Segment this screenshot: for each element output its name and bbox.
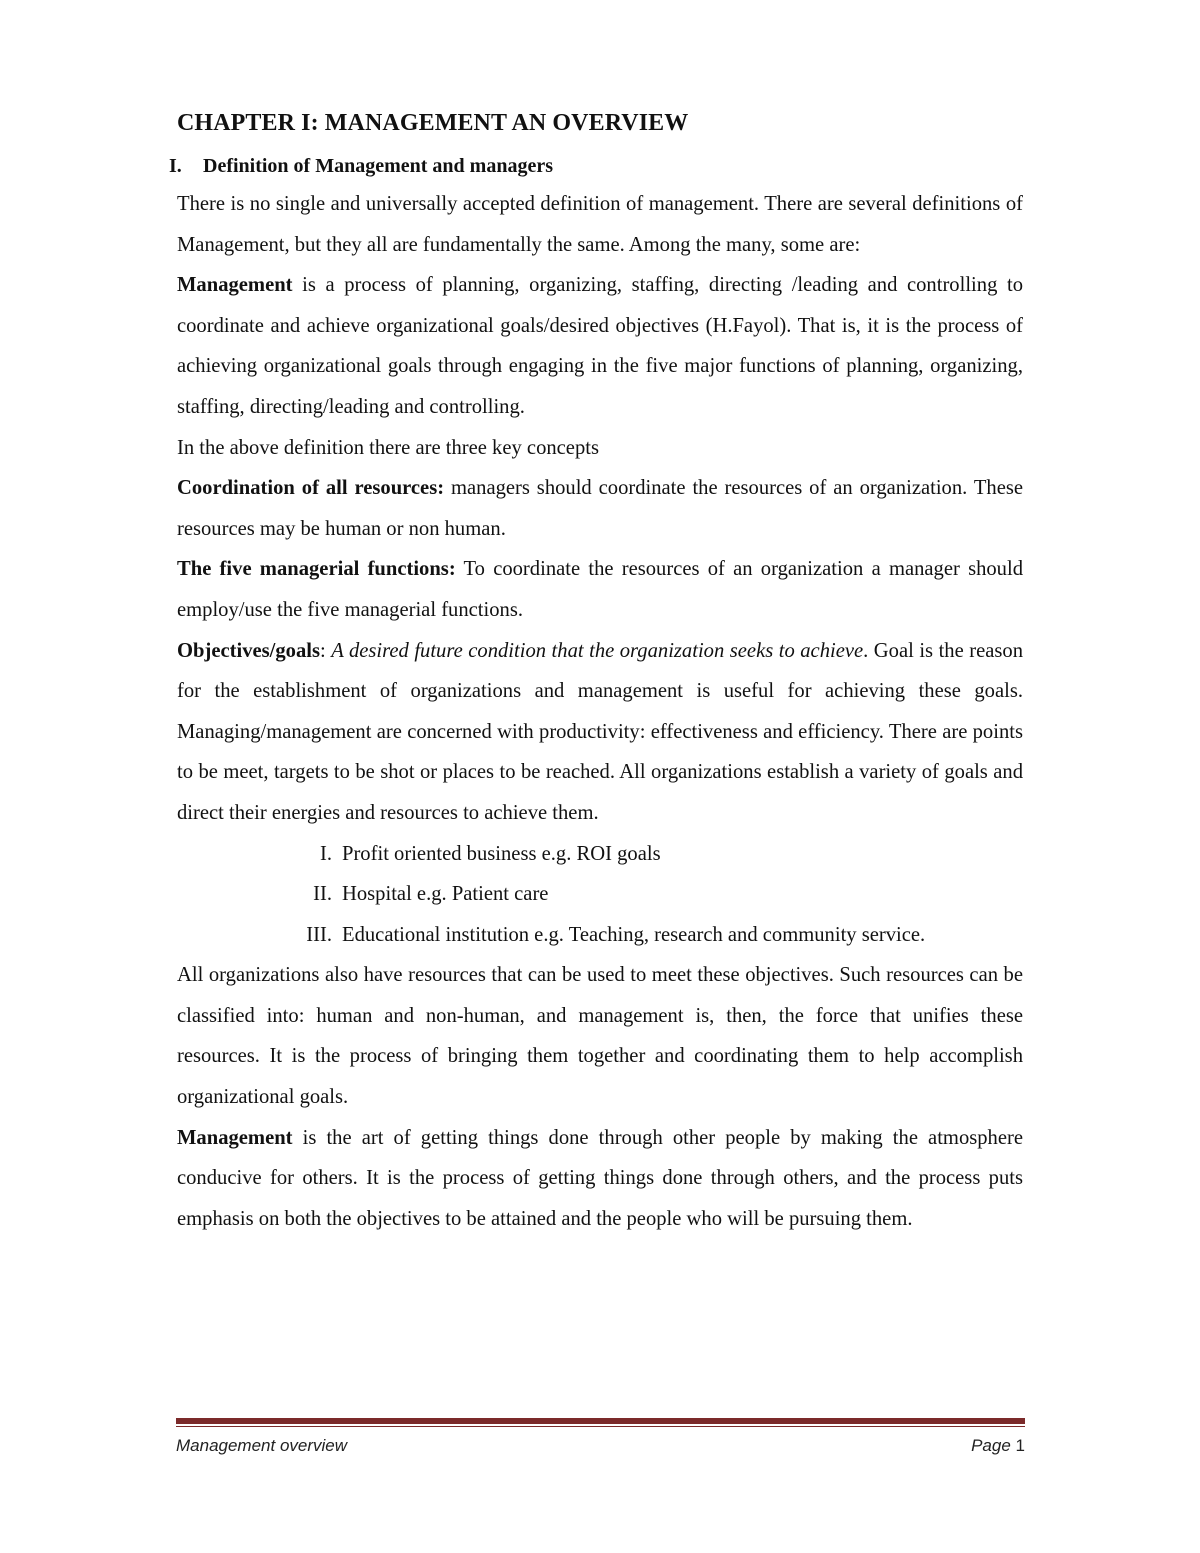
concept-objectives [177, 631, 1023, 834]
resources-paragraph: All organizations also have resources that can be used to meet these objectives. Such resources can be classified into: human and non-human, and management is, then, the force that unifies these resources. It is the process of bringing them together and coordinating them to help accomplish organizational goals. [177, 964, 1023, 1109]
section-number: I. [169, 155, 182, 177]
list-numeral: I. [319, 842, 332, 865]
page-label: Page [971, 1436, 1011, 1455]
concept-text: To coordinate the resources of an organization a manager should employ/use the five managerial functions. [177, 558, 1023, 621]
list-item [177, 874, 1023, 915]
concept-text: managers should coordinate the resources of an organization. These resources may be human or non human. [177, 477, 1024, 540]
concept-separator: : [320, 639, 332, 662]
definition-paragraph-2 [177, 1118, 1023, 1240]
definition-paragraph-1 [177, 265, 1023, 427]
intro-paragraph: There is no single and universally accepted definition of management. There are several definitions of Management, but they all are fundamentally the same. Among the many, some are: [177, 193, 1023, 256]
concept-term: Objectives/goals [177, 639, 320, 662]
footer-rule-thin [176, 1426, 1025, 1427]
concept-functions [177, 549, 1023, 630]
list-numeral: II. [313, 883, 332, 906]
objective-definition: A desired future condition that the organization seeks to achieve [331, 639, 864, 662]
section-heading [169, 152, 1023, 180]
document-page [169, 108, 1024, 1239]
section-title: Definition of Management and managers [203, 155, 553, 177]
list-text: Hospital e.g. Patient care [342, 883, 549, 906]
concept-coordination [177, 468, 1023, 549]
concept-term: The five managerial functions: [177, 558, 456, 581]
key-concepts-intro: In the above definition there are three key concepts [177, 436, 599, 459]
chapter-title: CHAPTER I: MANAGEMENT AN OVERVIEW [177, 110, 689, 136]
definition-text: is the art of getting things done through other people by making the atmosphere conducive for others. It is the process of getting things done through others, and the process puts emphasis on both the objectives to be attained and the people who will be pursuing them. [177, 1126, 1023, 1230]
definition-term: Management [177, 1126, 293, 1149]
list-text: Profit oriented business e.g. ROI goals [342, 842, 661, 865]
list-text: Educational institution e.g. Teaching, research and community service. [342, 923, 926, 946]
footer-title: Management overview [176, 1436, 348, 1455]
concept-text: . Goal is the reason for the establishment of organizations and management is useful for achieving these goals. Managing/management are concerned with productivity: effectiveness and efficiency. There are points to be meet, targets to be shot or places to be reached. All organizations establish a variety of goals and direct their energies and resources to achieve them. [177, 639, 1023, 824]
page-footer [176, 1436, 1025, 1456]
page-number [971, 1436, 1025, 1456]
list-numeral: III. [306, 923, 332, 946]
definition-term: Management [177, 274, 293, 297]
page-number-value: 1 [1015, 1436, 1025, 1455]
definition-text: is a process of planning, organizing, staffing, directing /leading and controlling to coordinate and achieve organizational goals/desired objectives (H.Fayol). That is, it is the process of achieving organizational goals through engaging in the five major functions of planning, organizing, staffing, directing/leading and controlling. [177, 274, 1023, 418]
concept-term: Coordination of all resources: [177, 477, 445, 500]
list-item [177, 834, 1023, 875]
footer-rule [176, 1418, 1025, 1424]
list-item [177, 915, 1023, 956]
examples-list [177, 834, 1023, 956]
